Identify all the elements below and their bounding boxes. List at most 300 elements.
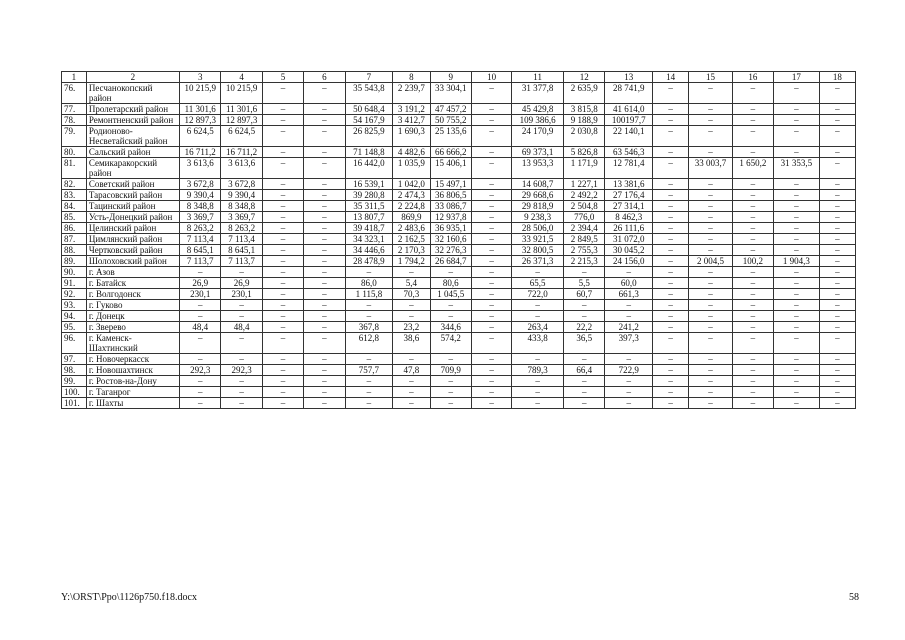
table-cell: 1 115,8	[345, 289, 393, 300]
table-cell: –	[221, 354, 262, 365]
table-cell: –	[262, 333, 303, 354]
table-cell: –	[819, 322, 855, 333]
table-row	[62, 300, 856, 311]
table-cell: –	[430, 267, 471, 278]
table-cell: 230,1	[221, 289, 262, 300]
table-cell: 38,6	[393, 333, 430, 354]
column-header: 18	[819, 72, 855, 83]
table-cell: 16 442,0	[345, 158, 393, 179]
table-cell: –	[471, 289, 511, 300]
table-cell: 612,8	[345, 333, 393, 354]
table-cell: 2 004,5	[689, 256, 732, 267]
table-cell: –	[819, 267, 855, 278]
table-cell: 35 543,8	[345, 83, 393, 104]
table-cell: –	[689, 245, 732, 256]
table-row	[62, 376, 856, 387]
table-row	[62, 256, 856, 267]
table-cell: –	[304, 201, 345, 212]
table-cell: –	[471, 245, 511, 256]
table-cell: 757,7	[345, 365, 393, 376]
district-name: Семикаракорский район	[86, 158, 179, 179]
table-cell: –	[653, 104, 689, 115]
table-cell: –	[732, 322, 773, 333]
table-cell: 47 457,2	[430, 104, 471, 115]
table-cell: –	[345, 387, 393, 398]
district-name: Чертковский район	[86, 245, 179, 256]
table-cell: –	[564, 398, 605, 409]
table-cell: 33 003,7	[689, 158, 732, 179]
table-cell: 16 539,1	[345, 179, 393, 190]
table-cell: –	[653, 201, 689, 212]
table-cell: 4 482,6	[393, 147, 430, 158]
table-cell: 776,0	[564, 212, 605, 223]
table-cell: –	[304, 300, 345, 311]
table-cell: –	[471, 223, 511, 234]
table-cell: 5 826,8	[564, 147, 605, 158]
table-cell: –	[512, 354, 564, 365]
table-cell: 13 953,3	[512, 158, 564, 179]
table-cell: –	[774, 311, 820, 322]
table-cell: –	[653, 398, 689, 409]
table-cell: –	[774, 179, 820, 190]
table-cell: –	[471, 115, 511, 126]
table-cell: –	[304, 190, 345, 201]
table-cell: –	[819, 278, 855, 289]
table-cell: –	[221, 300, 262, 311]
table-cell: –	[393, 398, 430, 409]
district-name: г. Шахты	[86, 398, 179, 409]
table-cell: –	[564, 376, 605, 387]
table-cell: –	[180, 311, 221, 322]
table-cell: 9 390,4	[180, 190, 221, 201]
district-name: г. Каменск-Шахтинский	[86, 333, 179, 354]
district-name: Родионово-Несветайский район	[86, 126, 179, 147]
table-cell: –	[262, 83, 303, 104]
table-cell: 1 042,0	[393, 179, 430, 190]
table-cell: –	[689, 223, 732, 234]
table-row	[62, 234, 856, 245]
table-cell: 367,8	[345, 322, 393, 333]
table-cell: –	[262, 387, 303, 398]
table-cell: –	[262, 115, 303, 126]
table-cell: 722,0	[512, 289, 564, 300]
table-cell: 6 624,5	[180, 126, 221, 147]
table-cell: 6 624,5	[221, 126, 262, 147]
table-cell: –	[732, 190, 773, 201]
district-name: Ремонтненский район	[86, 115, 179, 126]
table-cell: 2 504,8	[564, 201, 605, 212]
table-cell: –	[732, 115, 773, 126]
table-cell: 60,0	[605, 278, 653, 289]
table-cell: 9 390,4	[221, 190, 262, 201]
table-cell: –	[304, 126, 345, 147]
table-cell: 3 191,2	[393, 104, 430, 115]
table-cell: –	[819, 398, 855, 409]
column-header: 12	[564, 72, 605, 83]
table-cell: 32 800,5	[512, 245, 564, 256]
table-cell: 3 815,8	[564, 104, 605, 115]
table-cell: 50 755,2	[430, 115, 471, 126]
table-cell: 31 353,5	[774, 158, 820, 179]
table-cell: 63 546,3	[605, 147, 653, 158]
row-number: 93.	[62, 300, 87, 311]
table-cell: –	[774, 300, 820, 311]
table-cell: –	[564, 387, 605, 398]
table-cell: –	[653, 333, 689, 354]
table-cell: –	[393, 311, 430, 322]
table-cell: –	[304, 83, 345, 104]
table-cell: 7 113,7	[221, 256, 262, 267]
table-cell: –	[471, 300, 511, 311]
table-cell: –	[689, 115, 732, 126]
table-cell: 22 140,1	[605, 126, 653, 147]
table-cell: –	[564, 311, 605, 322]
table-cell: 292,3	[221, 365, 262, 376]
table-cell: –	[304, 223, 345, 234]
table-cell: 7 113,7	[180, 256, 221, 267]
table-row	[62, 267, 856, 278]
table-cell: 1 045,5	[430, 289, 471, 300]
table-cell: 36 935,1	[430, 223, 471, 234]
table-cell: 12 897,3	[221, 115, 262, 126]
table-cell: –	[304, 212, 345, 223]
table-cell: 869,9	[393, 212, 430, 223]
column-header: 8	[393, 72, 430, 83]
table-cell: –	[774, 278, 820, 289]
table-cell: –	[471, 126, 511, 147]
table-cell: –	[653, 376, 689, 387]
table-cell: 344,6	[430, 322, 471, 333]
table-cell: –	[221, 333, 262, 354]
table-cell: –	[471, 333, 511, 354]
table-cell: –	[605, 387, 653, 398]
table-cell: 5,5	[564, 278, 605, 289]
table-cell: –	[221, 311, 262, 322]
table-cell: –	[262, 398, 303, 409]
table-cell: 24 170,9	[512, 126, 564, 147]
table-cell: 26 684,7	[430, 256, 471, 267]
table-cell: –	[653, 245, 689, 256]
table-cell: 39 418,7	[345, 223, 393, 234]
table-cell: –	[774, 398, 820, 409]
header-row	[62, 72, 856, 83]
table-cell: 30 045,2	[605, 245, 653, 256]
table-cell: 54 167,9	[345, 115, 393, 126]
row-number: 86.	[62, 223, 87, 234]
table-cell: –	[732, 223, 773, 234]
table-cell: –	[471, 354, 511, 365]
table-cell: –	[732, 398, 773, 409]
table-cell: –	[605, 267, 653, 278]
table-cell: –	[471, 278, 511, 289]
table-cell: –	[262, 234, 303, 245]
column-header: 7	[345, 72, 393, 83]
table-cell: –	[774, 223, 820, 234]
table-cell: 29 668,6	[512, 190, 564, 201]
row-number: 97.	[62, 354, 87, 365]
table-cell: –	[430, 354, 471, 365]
table-cell: 15 406,1	[430, 158, 471, 179]
table-cell: –	[262, 212, 303, 223]
table-cell: –	[471, 376, 511, 387]
district-name: Целинский район	[86, 223, 179, 234]
table-cell: –	[732, 333, 773, 354]
table-cell: –	[774, 147, 820, 158]
table-cell: 7 113,4	[221, 234, 262, 245]
table-cell: –	[774, 376, 820, 387]
table-cell: –	[689, 179, 732, 190]
column-header: 4	[221, 72, 262, 83]
table-cell: –	[180, 267, 221, 278]
table-cell: –	[774, 322, 820, 333]
table-cell: 9 238,3	[512, 212, 564, 223]
table-cell: –	[732, 354, 773, 365]
table-cell: –	[653, 179, 689, 190]
table-cell: –	[689, 398, 732, 409]
table-cell: 36 806,5	[430, 190, 471, 201]
table-cell: –	[471, 179, 511, 190]
table-cell: –	[605, 300, 653, 311]
table-cell: 789,3	[512, 365, 564, 376]
table-cell: 35 311,5	[345, 201, 393, 212]
table-cell: –	[774, 387, 820, 398]
table-row	[62, 126, 856, 147]
table-cell: 71 148,8	[345, 147, 393, 158]
table-cell: –	[564, 354, 605, 365]
table-cell: 1 794,2	[393, 256, 430, 267]
table-cell: 100,2	[732, 256, 773, 267]
table-cell: –	[653, 158, 689, 179]
table-cell: 86,0	[345, 278, 393, 289]
table-cell: –	[471, 365, 511, 376]
table-cell: 3 369,7	[221, 212, 262, 223]
table-cell: –	[774, 245, 820, 256]
table-cell: –	[262, 201, 303, 212]
table-cell: –	[732, 147, 773, 158]
table-cell: 8 645,1	[221, 245, 262, 256]
table-cell: –	[689, 376, 732, 387]
table-row	[62, 190, 856, 201]
table-cell: –	[653, 289, 689, 300]
table-cell: –	[689, 322, 732, 333]
table-cell: –	[605, 311, 653, 322]
table-cell: 80,6	[430, 278, 471, 289]
table-cell: –	[262, 223, 303, 234]
table-cell: –	[180, 333, 221, 354]
district-name: г. Зверево	[86, 322, 179, 333]
table-cell: –	[653, 212, 689, 223]
table-cell: –	[774, 234, 820, 245]
table-cell: –	[221, 376, 262, 387]
row-number: 98.	[62, 365, 87, 376]
table-cell: –	[732, 201, 773, 212]
table-cell: 28 741,9	[605, 83, 653, 104]
table-cell: –	[564, 300, 605, 311]
table-cell: –	[732, 289, 773, 300]
table-cell: –	[689, 311, 732, 322]
row-number: 83.	[62, 190, 87, 201]
table-cell: –	[345, 300, 393, 311]
district-name: Усть-Донецкий район	[86, 212, 179, 223]
table-cell: –	[512, 398, 564, 409]
table-cell: 23,2	[393, 322, 430, 333]
table-cell: –	[262, 245, 303, 256]
table-cell: –	[819, 158, 855, 179]
table-cell: –	[732, 387, 773, 398]
table-cell: –	[471, 387, 511, 398]
table-cell: 8 263,2	[221, 223, 262, 234]
table-cell: –	[471, 201, 511, 212]
table-cell: 2 492,2	[564, 190, 605, 201]
table-cell: –	[653, 83, 689, 104]
table-cell: 8 348,8	[221, 201, 262, 212]
table-cell: –	[304, 256, 345, 267]
table-cell: –	[774, 354, 820, 365]
table-cell: –	[262, 289, 303, 300]
table-cell: 28 478,9	[345, 256, 393, 267]
table-cell: –	[512, 300, 564, 311]
row-number: 99.	[62, 376, 87, 387]
table-cell: –	[732, 365, 773, 376]
district-name: г. Батайск	[86, 278, 179, 289]
column-header: 6	[304, 72, 345, 83]
table-cell: 45 429,8	[512, 104, 564, 115]
table-cell: –	[819, 234, 855, 245]
table-cell: –	[262, 300, 303, 311]
table-cell: 709,9	[430, 365, 471, 376]
table-cell: 1 690,3	[393, 126, 430, 147]
table-cell: –	[304, 267, 345, 278]
table-cell: –	[304, 289, 345, 300]
table-cell: 32 160,6	[430, 234, 471, 245]
table-cell: 50 648,4	[345, 104, 393, 115]
row-number: 85.	[62, 212, 87, 223]
table-cell: –	[819, 289, 855, 300]
table-cell: –	[262, 376, 303, 387]
table-cell: 1 227,1	[564, 179, 605, 190]
table-row	[62, 322, 856, 333]
table-cell: 3 672,8	[221, 179, 262, 190]
table-cell: –	[774, 267, 820, 278]
table-cell: –	[819, 354, 855, 365]
table-cell: –	[774, 104, 820, 115]
table-cell: –	[304, 147, 345, 158]
table-cell: –	[393, 354, 430, 365]
table-cell: 26 371,3	[512, 256, 564, 267]
table-cell: –	[819, 147, 855, 158]
page-number: 58	[849, 592, 859, 603]
column-header: 2	[86, 72, 179, 83]
table-cell: 3 613,6	[221, 158, 262, 179]
table-cell: –	[774, 365, 820, 376]
table-cell: –	[605, 398, 653, 409]
table-cell: 33 086,7	[430, 201, 471, 212]
row-number: 77.	[62, 104, 87, 115]
row-number: 96.	[62, 333, 87, 354]
table-cell: –	[304, 234, 345, 245]
table-cell: 26,9	[221, 278, 262, 289]
table-cell: –	[732, 311, 773, 322]
table-cell: –	[689, 300, 732, 311]
table-cell: –	[180, 300, 221, 311]
table-cell: –	[304, 398, 345, 409]
table-cell: –	[471, 256, 511, 267]
table-cell: –	[180, 354, 221, 365]
table-row	[62, 365, 856, 376]
row-number: 94.	[62, 311, 87, 322]
table-cell: –	[732, 300, 773, 311]
table-cell: –	[345, 398, 393, 409]
table-cell: –	[393, 376, 430, 387]
table-cell: –	[304, 278, 345, 289]
table-cell: –	[564, 267, 605, 278]
table-row	[62, 104, 856, 115]
table-cell: –	[689, 234, 732, 245]
row-number: 100.	[62, 387, 87, 398]
table-row	[62, 278, 856, 289]
table-cell: 263,4	[512, 322, 564, 333]
table-cell: –	[653, 278, 689, 289]
table-cell: –	[819, 115, 855, 126]
district-name: г. Гуково	[86, 300, 179, 311]
table-cell: –	[262, 158, 303, 179]
table-cell: 230,1	[180, 289, 221, 300]
table-cell: –	[689, 289, 732, 300]
table-cell: 3 672,8	[180, 179, 221, 190]
table-cell: –	[689, 212, 732, 223]
table-cell: 34 446,6	[345, 245, 393, 256]
table-cell: –	[653, 234, 689, 245]
table-cell: –	[819, 179, 855, 190]
table-cell: –	[180, 387, 221, 398]
table-cell: 69 373,1	[512, 147, 564, 158]
table-cell: 2 224,8	[393, 201, 430, 212]
table-cell: –	[304, 115, 345, 126]
table-cell: 12 781,4	[605, 158, 653, 179]
table-cell: –	[471, 267, 511, 278]
table-cell: 11 301,6	[221, 104, 262, 115]
table-cell: –	[262, 267, 303, 278]
table-cell: 2 394,4	[564, 223, 605, 234]
table-cell: –	[471, 190, 511, 201]
district-name: г. Таганрог	[86, 387, 179, 398]
table-cell: 7 113,4	[180, 234, 221, 245]
table-cell: –	[653, 147, 689, 158]
district-name: Сальский район	[86, 147, 179, 158]
file-path: Y:\ORST\Ppo\1126p750.f18.docx	[61, 592, 197, 603]
table-cell: –	[689, 354, 732, 365]
table-cell: 65,5	[512, 278, 564, 289]
table-cell: 15 497,1	[430, 179, 471, 190]
table-cell: –	[774, 190, 820, 201]
row-number: 82.	[62, 179, 87, 190]
table-cell: –	[471, 147, 511, 158]
table-cell: 241,2	[605, 322, 653, 333]
table-cell: 722,9	[605, 365, 653, 376]
table-cell: –	[774, 212, 820, 223]
table-cell: 33 921,5	[512, 234, 564, 245]
table-cell: 12 897,3	[180, 115, 221, 126]
table-cell: 574,2	[430, 333, 471, 354]
table-cell: –	[304, 333, 345, 354]
table-cell: –	[471, 83, 511, 104]
table-cell: –	[221, 398, 262, 409]
table-cell: 1 035,9	[393, 158, 430, 179]
district-name: г. Азов	[86, 267, 179, 278]
table-row	[62, 212, 856, 223]
table-cell: 3 369,7	[180, 212, 221, 223]
table-cell: –	[819, 365, 855, 376]
